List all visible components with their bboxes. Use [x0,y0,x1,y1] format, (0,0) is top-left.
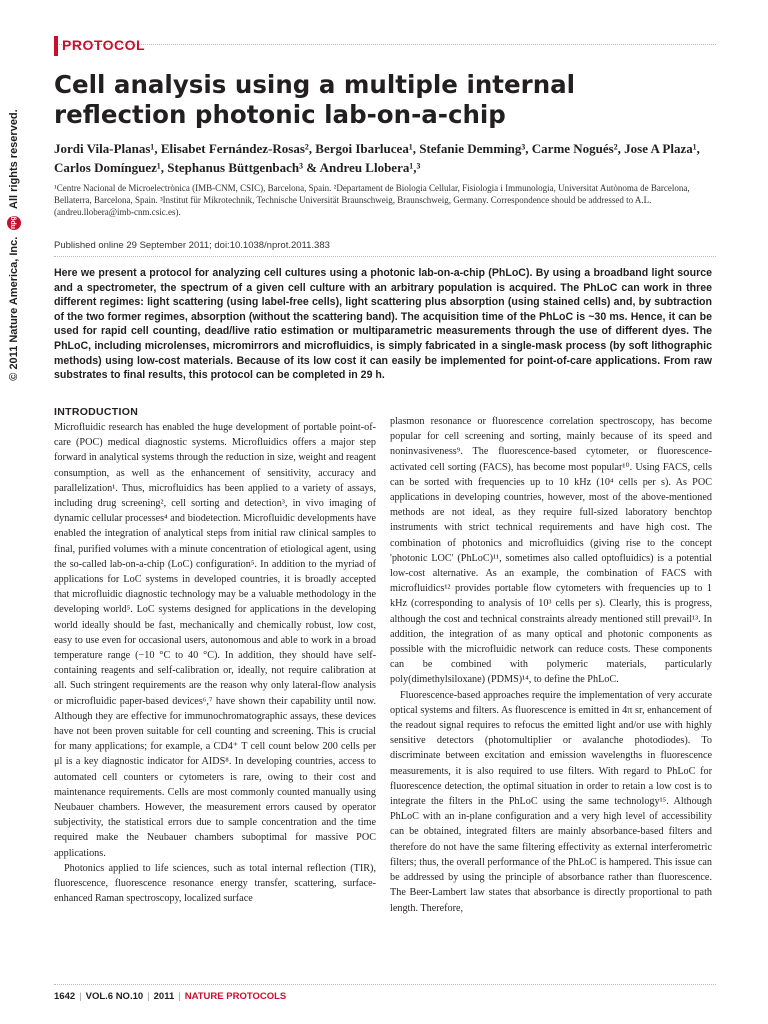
journal-name: NATURE PROTOCOLS [184,991,287,1002]
page-number: 1642 [54,991,76,1002]
body-column-right [390,414,712,916]
footer-rule [54,984,716,985]
section-heading: INTRODUCTION [54,406,139,418]
author-list: Jordi Vila-Planas¹, Elisabet Fernández-Rosas², Bergoi Ibarlucea¹, Stefanie Demming³, Carme Nogués², Jose A Plaza¹, Carlos Domínguez¹, Stephanus Büttgenbach³ & Andreu Llobera¹,³ [54,141,700,175]
abstract-rule [54,256,716,257]
section-marker [54,36,58,56]
rights-text: All rights reserved. [8,109,20,209]
paragraph: Microfluidic research has enabled the huge development of portable point-of-care (POC) medical diagnostic systems. Microfluidics offers a major step forward in analytical systems through the reduction in size, weight and reagent consumption, as well as the enhancement of sensitivity, accuracy and parallelization¹. Thus, microfluidics has been applied to a variety of assays, including drug screening², cell sorting and detection³, in vivo imaging of dynamic cellular processes⁴ and biodetection. Microfluidic developments have enabled the integration of analytical steps from initial raw clinical samples to final, purified volumes with a minute concentration of etiological agent, using the so-called lab-on-a-chip (LoC) configuration⁵. In addition to the myriad of applications for LoC systems in developed countries, it is broadly accepted that microfluidic diagnostic technology may be a valuable methodology in the developing world⁵. LoC systems designed for applications in the developing world ideally should be fast, mechanically and chemically robust, low cost, easy to use even for occasional users, autonomous and able to work in a broad temperature range (−10 °C to 40 °C). In addition, they should have self-containing reagents and self-calibration or, ideally, not require calibration at all. Such stringent requirements are the reason why only lateral-flow analysis or microfluidic paper-based devices⁶,⁷ have shown their capability until now. Although they are effective for immunochromatographic assays, these devices have not been proven suitable for cell counting and screening. This is crucial for many applications; for example, a CD4⁺ T cell count below 200 cells per μl is a key diagnostic indicator for AIDS⁸. In developing countries, access to automated cell counters or cytometers is rare, owing to their cost and maintenance requirements. Cells are most commonly counted manually using Neubauer chambers. However, the measurement errors caused by operator subjectivity, the statistical errors due to sample concentration and the time required make the Neubauer chambers suboptimal for massive POC applications. [54,422,376,859]
header-rule [54,44,716,45]
year: 2011 [153,991,175,1002]
body-column-left [54,406,376,907]
volume-info: VOL.6 NO.10 [85,991,144,1002]
paragraph: Photonics applied to life sciences, such as total internal reflection (TIR), fluorescence, fluorescence resonance energy transfer, scattering, surface-enhanced Raman spectroscopy, localized surface [54,862,376,905]
publication-info: Published online 29 September 2011; doi:10.1038/nprot.2011.383 [54,240,330,251]
section-label: PROTOCOL [62,37,146,53]
paragraph: plasmon resonance or fluorescence correlation spectroscopy, has become popular for cell screening and sorting, mainly because of its speed and noninvasiveness⁹. The fluorescence-based cytometer, or fluorescence-activated cell sorting (FACS), has become most popular¹⁰. Using FACS, cells can be sorted with frequencies up to 10 kHz (10⁴ cells per s). As POC applications in developing countries, however, most of the above-mentioned methods are not ideal, as they require full-sized laboratory benchtop instruments with strict technical requirements and have high cost. The combination of photonics and microfluidics (giving rise to the concept 'photonic LOC' (PhLoC)¹¹, sometimes also called optofluidics) is a potential low-cost alternative. As an example, the combination of FACS with microfluidics¹² provides portable flow cytometers with frequencies up to 1 kHz (corresponding to analysis of 10³ cells per s). Clearly, this is progress, although the cost and technical constraints already mentioned still prevail¹³. In addition, the integration of as many optical and photonic components as possible with the microfluidic network can reduce costs. These components can be combined with polymeric materials, particularly poly(dimethylsiloxane) (PDMS)¹⁴, to define the PhLoC. [390,416,712,686]
copyright-text: © 2011 Nature America, Inc. [8,236,20,381]
abstract: Here we present a protocol for analyzing cell cultures using a photonic lab-on-a-chip (PhLoC). By using a broadband light source and a spectrometer, the spectrum of a given cell culture with an arbitrary population is acquired. The PhLoC can work in three different regimes: light scattering (using label-free cells), light scattering plus absorption (using stained cells) and, by subtraction of the two former regimes, absorption (without the scattering band). The acquisition time of the PhLoC is ~30 ms. Hence, it can be used for rapid cell counting, dead/live ratio estimation or multiparametric measurements through the use of different dyes. The PhLoC, including microlenses, micromirrors and microfluidics, is simply fabricated in a single-mask process (by soft lithographic methods) using low-cost materials. Because of its low cost it can easily be implemented for point-of-care applications. From raw substrates to final results, this protocol can be completed in 29 h. [54,267,712,382]
copyright-notice [4,0,24,500]
page-footer: 1642 | VOL.6 NO.10 | 2011 | NATURE PROTOCOLS [54,991,287,1002]
article-title: Cell analysis using a multiple internal reflection photonic lab-on-a-chip [54,70,576,129]
npg-logo-icon: npg [7,216,21,230]
affiliations: ¹Centre Nacional de Microelectrònica (IMB-CNM, CSIC), Barcelona, Spain. ²Departament de Biologia Cellular, Fisiologia i Immunologia, Universitat Autònoma de Barcelona, Bellaterra, Barcelona, Spain. ³Institut für Mikrotechnik, Technische Universität Braunschweig, Braunschweig, Germany. Correspondence should be addressed to A.L. (andreu.llobera@imb-cnm.csic.es). [54,183,690,217]
paragraph: Fluorescence-based approaches require the implementation of very accurate optical systems and filters. As fluorescence is emitted in 4π sr, enhancement of the readout signal requires to refocus the emitted light and/or use with highly sensitive detectors (photomultiplier or avalanche photodiodes). To discriminate between excitation and emission wavelengths in fluorescence measurements, it is also required to use filters. With regard to PhLoC for fluorescence detection, the optimal situation in order to retain a low cost is to integrate the filters in the PhLoC using the same technology¹⁵. Although PhLoC with an in-plane configuration and a very high level of accessibility can be obtained, integrated filters are mainly absorbance-based filters and therefore do not have the same filtering effectivity as external interferometric filters; thus, the overall performance of the PhLoC is hampered. This issue can be addressed by using the principle of absorbance rather than fluorescence. The Beer-Lambert law states that absorbance is directly proportional to path length. Therefore, [390,689,712,914]
